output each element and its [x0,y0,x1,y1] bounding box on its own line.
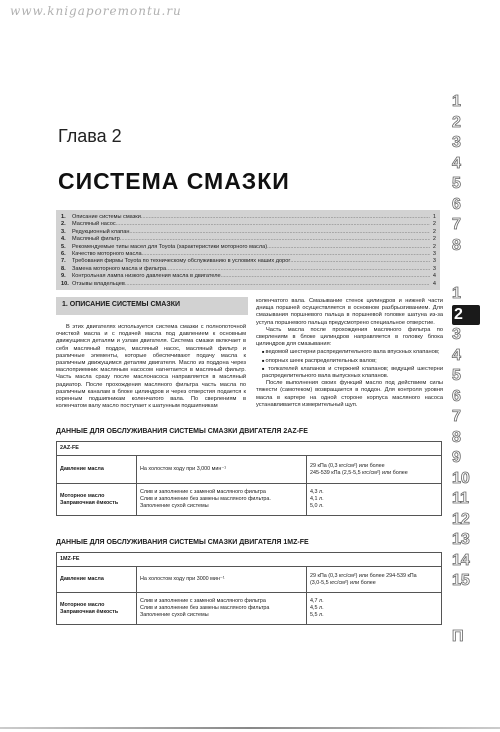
tab-8[interactable]: 8 [452,428,461,446]
pressure-values: 29 кПа (0,3 кгс/см²) или более 245-539 кПа (2,5-5,5 кгс/см²) или более [307,456,442,484]
toc-page: 2 [432,221,436,228]
tab-6[interactable]: 6 [452,195,461,213]
toc-number: 7. [61,258,66,265]
list-item: ■ ведомой шестерни распределительного вала впускных клапанов; [256,348,443,356]
tab-15[interactable]: 15 [452,572,470,589]
toc-title: Рекомендуемые типы масел для Toyota (характеристики моторного масла) [72,243,268,250]
toc-number: 5. [61,243,66,250]
toc-page: 1 [432,214,436,220]
toc-title: Контрольная лампа низкого давления масла в двигателе [72,273,221,280]
toc-number: 3. [61,228,66,235]
toc-number: 2. [61,221,66,228]
toc-page: 4 [432,280,436,287]
toc-title: Замена моторного масла и фильтра [72,265,167,272]
tab-2[interactable]: 2 [452,113,461,131]
tab-11[interactable]: 11 [452,490,469,507]
tab-8[interactable]: 8 [452,236,461,254]
chapter-tabs-top [452,92,480,256]
toc-title: Редукционный клапан [72,228,130,235]
spec-table-2az [56,441,442,516]
list-item: ■ опорных шеек распределительных валов; [256,357,443,365]
left-text-column [56,324,246,410]
pressure-condition: На холостом ходу при 3000 мин⁻¹ [137,567,307,593]
tab-12[interactable]: 12 [452,510,470,528]
capacity-label: Моторное масло Заправочная ёмкость [57,484,137,516]
tab-2[interactable]: 2 [452,305,480,326]
toc-number: 10. [61,280,69,287]
toc-title: Описание системы смазки [72,214,141,220]
toc-page: 3 [432,265,436,272]
spec-table-1mz [56,552,442,625]
tab-5[interactable]: 5 [452,367,461,384]
toc-page: 3 [432,258,436,265]
tab-3[interactable]: 3 [452,134,461,151]
watermark: www.knigaporemontu.ru [10,4,182,18]
toc-page: 2 [432,228,436,235]
toc-number: 9. [61,273,66,280]
toc-item[interactable] [61,281,436,288]
page-title: СИСТЕМА СМАЗКИ [58,168,290,194]
tab-9[interactable]: 9 [452,449,461,466]
capacity-conditions: Слив и заполнение с заменой масляного фильтра Слив и заполнение без замены масляного фильтра. Заполнение сухой системы [137,484,307,516]
toc-number: 1. [61,214,66,220]
toc-title: Требования фирмы Toyota по техническому обслуживанию в условиях наших дорог [72,258,291,265]
tab-4[interactable]: 4 [452,346,461,364]
paragraph: После выполнения своих функций масло под действием силы тяжести (самотеком) возвращается в поддон. Для контроля уровня масла в картере на одной стороне корпуса масляного насоса устанавливается измерительный щуп. [256,380,443,408]
tab-6[interactable]: 6 [452,387,461,405]
pressure-label: Давление масла [57,456,137,484]
toc-item[interactable] [61,221,436,228]
tab-14[interactable]: 14 [452,551,470,569]
toc-page: 2 [432,236,436,243]
toc-item[interactable] [61,258,436,265]
paragraph: В этих двигателях используется система смазки с полнопоточной очисткой масла и с подачей масла под давлением к основным движущимся деталям и узлам двигателя. Система смазки включает в себя масляный поддон, масляный насос, масляный фильтр и различные элементы, которые обеспечивают подачу масла к различным движущимся деталям двигателя. Масло из поддона через маслоприемник масляным насосом нагнетается в масляный фильтр. Часть масла сразу после маслонасоса направляется в масляный радиатор. После прохождения масляного фильтра часть масла по различным каналам в блоке цилиндров и через отверстия подается к коренным подшипникам коленчатого вала. По сверлениям в коленчатом валу масло поступает к шатунным подшипникам [56,324,246,410]
tab-1[interactable]: 1 [452,93,461,110]
toc-title: Масляный фильтр [72,236,120,243]
toc-page: 3 [432,250,436,257]
toc-leader [129,229,430,236]
tab-13[interactable]: 13 [452,531,470,548]
toc-leader [267,244,430,251]
tab-4[interactable]: 4 [452,154,461,172]
capacity-label: Моторное масло Заправочная ёмкость [57,593,137,625]
toc-number: 6. [61,250,66,257]
list-item: ■ толкателей клапанов и стержней клапанов; ведущей шестерни распределительного вала выпускных клапанов. [256,365,443,380]
pressure-label: Давление масла [57,567,137,593]
tab-5[interactable]: 5 [452,175,461,192]
pressure-values: 29 кПа (0,3 кгс/см²) или более 294-539 кПа (3,0-5,5 кгс/см²) или более [307,567,442,593]
capacity-values: 4,7 л. 4,5 л. 5,5 л. [307,593,442,625]
chapter-label: Глава 2 [58,126,122,146]
toc-item[interactable] [61,251,436,258]
toc-item[interactable] [61,229,436,236]
toc-page: 4 [432,273,436,280]
section-tabs [452,284,480,592]
paragraph: Часть масла после прохождения масляного фильтра по сверлениям в блоке цилиндров направляется в головку блока цилиндров для смазывания: [256,326,443,348]
toc-leader [142,251,430,258]
engine-code: 2AZ-FE [57,442,442,456]
tab-1[interactable]: 1 [452,285,461,302]
tab-appendix[interactable]: П [452,628,464,645]
toc-item[interactable] [61,244,436,251]
toc-item[interactable] [61,273,436,280]
toc-number: 4. [61,236,66,243]
toc-page: 2 [432,243,436,250]
table-heading-1mz: ДАННЫЕ ДЛЯ ОБСЛУЖИВАНИЯ СИСТЕМЫ СМАЗКИ ДВИГАТЕЛЯ 1MZ-FE [56,539,309,546]
tab-10[interactable]: 10 [452,469,470,487]
right-text-column [256,298,443,409]
toc-leader [120,236,430,243]
tab-7[interactable]: 7 [452,216,461,233]
section-heading: 1. ОПИСАНИЕ СИСТЕМЫ СМАЗКИ [56,297,248,315]
toc-item[interactable] [61,214,436,221]
toc-number: 8. [61,265,66,272]
toc-title: Отзывы владельцев [72,280,125,287]
tab-7[interactable]: 7 [452,408,461,425]
toc-leader [166,266,430,273]
table-heading-2az: ДАННЫЕ ДЛЯ ОБСЛУЖИВАНИЯ СИСТЕМЫ СМАЗКИ ДВИГАТЕЛЯ 2AZ-FE [56,428,308,435]
table-of-contents [56,210,440,290]
toc-item[interactable] [61,236,436,243]
engine-code: 1MZ-FE [57,553,442,567]
paragraph: коленчатого вала. Смазывание стенок цилиндров и нижней части днища поршней осуществляется в основном разбрызгиванием. Для смазывания поршневого пальца в поршневой головке шатуна из-за уступа поршневого пальца предусмотрено специальное отверстие. [256,298,443,326]
toc-item[interactable] [61,266,436,273]
capacity-values: 4,3 л. 4,1 л. 5,0 л. [307,484,442,516]
capacity-conditions: Слив и заполнение с заменой масляного фильтра Слив и заполнение без замены масляного фильтра Заполнение сухой системы [137,593,307,625]
pressure-condition: На холостом ходу при 3,000 мин⁻¹ [137,456,307,484]
toc-leader [141,214,430,221]
toc-leader [221,273,430,280]
toc-title: Масляный насос [72,221,116,228]
bottom-rule [0,727,500,729]
toc-title: Качество моторного масла [72,250,142,257]
toc-leader [116,221,430,228]
toc-leader [290,258,430,265]
tab-3[interactable]: 3 [452,326,461,343]
toc-leader [125,281,430,288]
